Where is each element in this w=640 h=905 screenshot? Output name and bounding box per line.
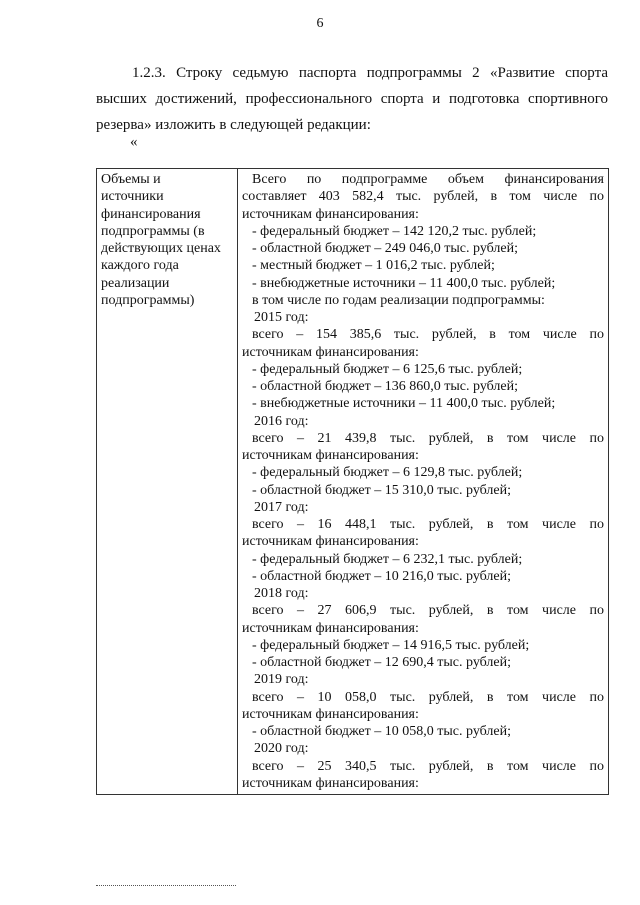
financing-line: всего – 16 448,1 тыс. рублей, в том числе по — [252, 517, 604, 532]
intro-line: резерва» изложить в следующей редакции: — [96, 117, 371, 133]
financing-line: - федеральный бюджет – 6 232,1 тыс. рублей; — [252, 551, 523, 567]
financing-line: всего – 25 340,5 тыс. рублей, в том числе по — [252, 758, 604, 774]
financing-line: источникам финансирования: — [242, 620, 419, 636]
financing-row — [97, 169, 609, 795]
financing-line: - федеральный бюджет – 6 129,8 тыс. рублей; — [252, 465, 523, 481]
label-line: источники — [101, 189, 164, 205]
intro-line: 1.2.3. Строку седьмую паспорта подпрограммы 2 «Развитие спорта — [132, 65, 608, 81]
financing-line: - федеральный бюджет – 142 120,2 тыс. рублей; — [252, 223, 537, 239]
financing-line: источникам финансирования: — [242, 206, 419, 222]
financing-line: - областной бюджет – 12 690,4 тыс. рублей; — [252, 655, 511, 670]
label-line: действующих ценах — [101, 241, 221, 256]
financing-line: источникам финансирования: — [242, 344, 419, 360]
label-line: финансирования — [101, 206, 201, 222]
label-line: подпрограммы) — [101, 292, 195, 308]
financing-line: - внебюджетные источники – 11 400,0 тыс. рублей; — [252, 396, 556, 412]
financing-line: источникам финансирования: — [242, 706, 419, 722]
opening-quote-mark: « — [130, 134, 138, 150]
financing-line: 2019 год: — [254, 672, 309, 688]
financing-line: источникам финансирования: — [242, 775, 419, 791]
financing-line: источникам финансирования: — [242, 534, 419, 550]
financing-label-cell — [97, 169, 238, 795]
label-line: подпрограммы (в — [101, 223, 205, 239]
financing-line: 2015 год: — [254, 310, 309, 325]
financing-line: всего – 27 606,9 тыс. рублей, в том числе по — [252, 603, 604, 619]
financing-line: 2016 год: — [254, 413, 309, 429]
financing-line: - федеральный бюджет – 6 125,6 тыс. рублей; — [252, 361, 523, 377]
label-line: Объемы и — [101, 172, 161, 187]
intro-paragraph — [96, 60, 608, 138]
financing-line: - областной бюджет – 136 860,0 тыс. рублей; — [252, 379, 518, 394]
financing-line: 2018 год: — [254, 586, 309, 601]
financing-line: всего – 10 058,0 тыс. рублей, в том числе по — [252, 689, 604, 705]
intro-text — [96, 60, 608, 138]
financing-line: 2017 год: — [254, 499, 309, 515]
page-number: 6 — [316, 16, 324, 31]
financing-line: - внебюджетные источники – 11 400,0 тыс. рублей; — [252, 275, 556, 291]
financing-line: 2020 год: — [254, 741, 309, 757]
financing-line: Всего по подпрограмме объем финансирования — [252, 172, 604, 187]
financing-line: - областной бюджет – 15 310,0 тыс. рублей; — [252, 482, 511, 498]
financing-line: в том числе по годам реализации подпрограммы: — [252, 292, 545, 308]
financing-line: составляет 403 582,4 тыс. рублей, в том числе по — [242, 189, 604, 205]
financing-line: - местный бюджет – 1 016,2 тыс. рублей; — [252, 258, 495, 274]
financing-line: - областной бюджет – 10 216,0 тыс. рублей; — [252, 568, 511, 584]
financing-line: - областной бюджет – 249 046,0 тыс. рублей; — [252, 241, 518, 256]
financing-line: источникам финансирования: — [242, 448, 419, 463]
label-line: каждого года — [101, 258, 179, 274]
financing-content-cell — [238, 169, 609, 795]
intro-line: высших достижений, профессионального спорта и подготовка спортивного — [96, 91, 608, 107]
financing-line: всего – 154 385,6 тыс. рублей, в том числе по — [252, 327, 604, 343]
financing-line: - федеральный бюджет – 14 916,5 тыс. рублей; — [252, 637, 530, 653]
financing-line: всего – 21 439,8 тыс. рублей, в том числе по — [252, 430, 604, 446]
subprogram-passport-table — [96, 168, 609, 795]
label-line: реализации — [101, 275, 170, 291]
footnote-separator — [96, 885, 236, 886]
financing-line: - областной бюджет – 10 058,0 тыс. рублей; — [252, 724, 511, 739]
